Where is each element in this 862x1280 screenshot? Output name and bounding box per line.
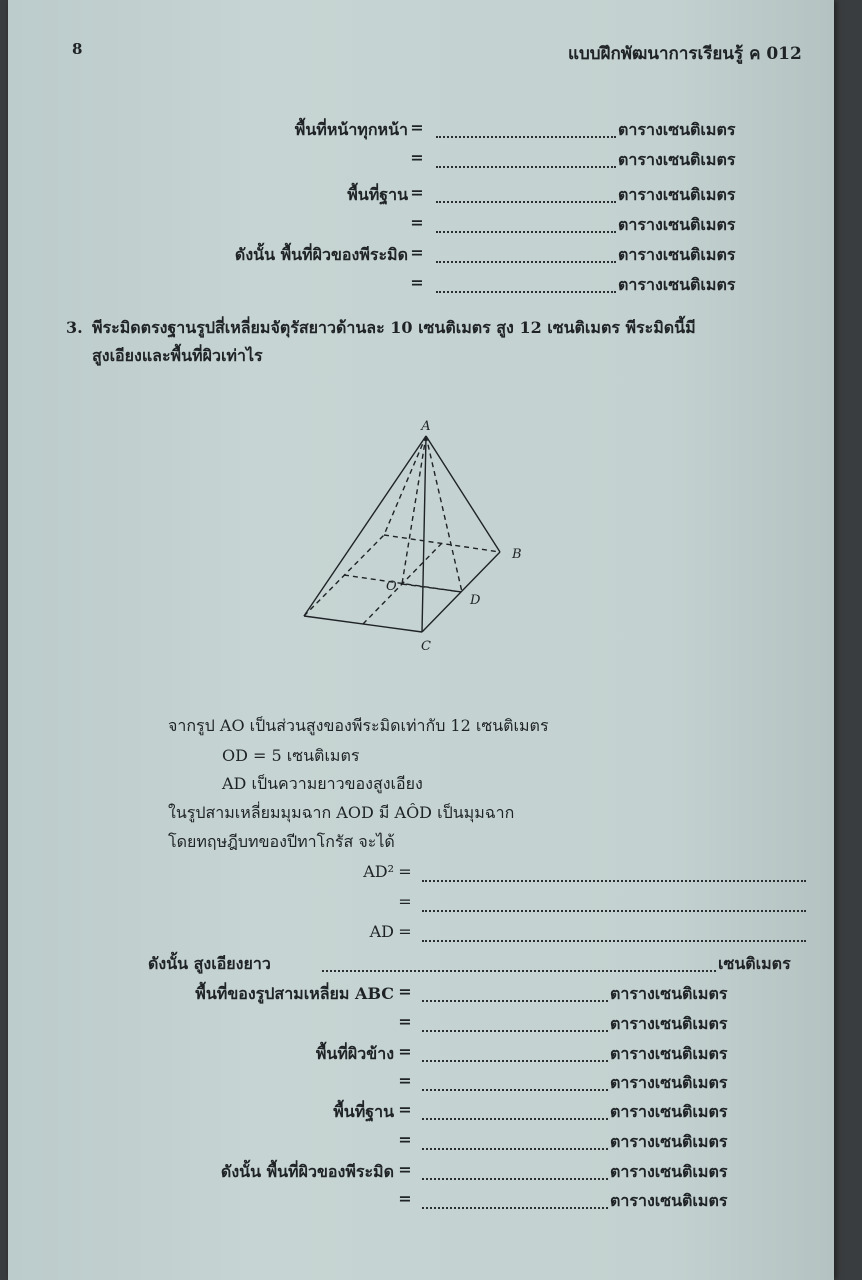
- page-number: 8: [72, 40, 83, 58]
- explanation-line4: ในรูปสามเหลี่ยมมุมฉาก AOD มี AÔD เป็นมุมฉาก: [168, 803, 515, 822]
- answer-row: [8, 273, 834, 299]
- unit-label: ตารางเซนติเมตร: [618, 275, 736, 294]
- row-label: พื้นที่ฐาน: [347, 185, 408, 204]
- answer-blank[interactable]: [422, 1030, 608, 1032]
- row-label: ดังนั้น พื้นที่ผิวของพีระมิด: [234, 245, 408, 264]
- vertex-label-C: C: [421, 639, 431, 654]
- unit-label: เซนติเมตร: [718, 954, 791, 973]
- equals-sign: =: [410, 273, 424, 292]
- unit-label: ตารางเซนติเมตร: [618, 185, 736, 204]
- row-label: พื้นที่ผิวข้าง: [315, 1044, 394, 1063]
- answer-blank[interactable]: [436, 231, 616, 233]
- answer-blank[interactable]: [422, 1089, 608, 1091]
- point-label-D: D: [470, 593, 481, 608]
- unit-label: ตารางเซนติเมตร: [610, 984, 728, 1003]
- unit-label: ตารางเซนติเมตร: [618, 120, 736, 139]
- equals-sign: =: [398, 922, 412, 941]
- unit-label: ตารางเซนติเมตร: [610, 1191, 728, 1210]
- row-label: พื้นที่หน้าทุกหน้า: [294, 120, 408, 139]
- unit-label: ตารางเซนติเมตร: [618, 215, 736, 234]
- lateral-edge-left: [304, 436, 426, 616]
- row-label: พื้นที่ฐาน: [333, 1102, 394, 1121]
- pyramid-figure: [288, 410, 548, 660]
- answer-blank[interactable]: [422, 910, 806, 912]
- equals-sign: =: [398, 1130, 412, 1149]
- point-label-O: O: [386, 579, 397, 594]
- answer-blank[interactable]: [422, 1060, 608, 1062]
- equals-sign: =: [398, 892, 412, 911]
- unit-label: ตารางเซนติเมตร: [618, 150, 736, 169]
- answer-row: [8, 243, 834, 269]
- book-title: แบบฝึกพัฒนาการเรียนรู้ ค 012: [568, 44, 802, 64]
- answer-row: [8, 1100, 834, 1126]
- row-label: ดังนั้น สูงเอียงยาว: [148, 954, 271, 973]
- answer-blank[interactable]: [436, 166, 616, 168]
- answer-row: [8, 1130, 834, 1156]
- equals-sign: =: [398, 982, 412, 1001]
- equals-sign: =: [410, 183, 424, 202]
- explanation-line3: AD เป็นความยาวของสูงเอียง: [222, 774, 423, 793]
- answer-row: [8, 1071, 834, 1097]
- answer-blank[interactable]: [422, 940, 806, 942]
- answer-blank[interactable]: [422, 1000, 608, 1002]
- row-label: พื้นที่ของรูปสามเหลี่ยม ABC: [195, 984, 394, 1003]
- equals-sign: =: [398, 1160, 412, 1179]
- slant-height-AD: [426, 436, 462, 592]
- equals-sign: =: [398, 1100, 412, 1119]
- unit-label: ตารางเซนติเมตร: [610, 1073, 728, 1092]
- equals-sign: =: [410, 118, 424, 137]
- unit-label: ตารางเซนติเมตร: [610, 1102, 728, 1121]
- answer-blank[interactable]: [436, 201, 616, 203]
- question-text-line2: สูงเอียงและพื้นที่ผิวเท่าไร: [92, 346, 263, 365]
- vertex-label-A: A: [421, 419, 431, 434]
- answer-row: [8, 118, 834, 144]
- lateral-edge-back-hidden: [384, 436, 426, 535]
- question-number: 3.: [66, 318, 83, 337]
- answer-row: [8, 148, 834, 174]
- worksheet-page: [8, 0, 834, 1280]
- pythagoras-row: [8, 862, 834, 888]
- equals-sign: =: [398, 1189, 412, 1208]
- equals-sign: =: [410, 148, 424, 167]
- answer-row: [8, 1012, 834, 1038]
- answer-blank[interactable]: [436, 261, 616, 263]
- lateral-edge-right: [426, 436, 500, 552]
- answer-blank[interactable]: [422, 1118, 608, 1120]
- equals-sign: =: [398, 1071, 412, 1090]
- unit-label: ตารางเซนติเมตร: [610, 1014, 728, 1033]
- explanation-line1: จากรูป AO เป็นส่วนสูงของพีระมิดเท่ากับ 12 เซนติเมตร: [168, 716, 549, 735]
- height-AO: [402, 436, 426, 584]
- base-midline-2: [363, 543, 442, 624]
- unit-label: ตารางเซนติเมตร: [610, 1162, 728, 1181]
- answer-blank[interactable]: [422, 1207, 608, 1209]
- unit-label: ตารางเซนติเมตร: [618, 245, 736, 264]
- row-label: ดังนั้น พื้นที่ผิวของพีระมิด: [220, 1162, 394, 1181]
- row-label: AD²: [363, 862, 394, 881]
- answer-blank[interactable]: [422, 880, 806, 882]
- answer-blank[interactable]: [422, 1148, 608, 1150]
- answer-blank[interactable]: [422, 1178, 608, 1180]
- unit-label: ตารางเซนติเมตร: [610, 1044, 728, 1063]
- equals-sign: =: [410, 243, 424, 262]
- equals-sign: =: [398, 1012, 412, 1031]
- answer-row: [8, 1160, 834, 1186]
- explanation-line5: โดยทฤษฎีบทของปีทาโกรัส จะได้: [168, 832, 395, 851]
- explanation-line2: OD = 5 เซนติเมตร: [222, 746, 360, 765]
- pythagoras-row: [8, 892, 834, 918]
- answer-blank[interactable]: [436, 291, 616, 293]
- answer-row: [8, 1042, 834, 1068]
- unit-label: ตารางเซนติเมตร: [610, 1132, 728, 1151]
- answer-row: [8, 213, 834, 239]
- answer-blank[interactable]: [436, 136, 616, 138]
- vertex-label-B: B: [512, 547, 522, 562]
- equals-sign: =: [410, 213, 424, 232]
- answer-blank[interactable]: [322, 970, 716, 972]
- row-label: AD: [369, 922, 394, 941]
- slant-height-row: [8, 952, 834, 978]
- answer-row: [8, 183, 834, 209]
- question-text-line1: พีระมิดตรงฐานรูปสี่เหลี่ยมจัตุรัสยาวด้านละ 10 เซนติเมตร สูง 12 เซนติเมตร พีระมิดนี้มี: [92, 318, 696, 337]
- equals-sign: =: [398, 862, 412, 881]
- equals-sign: =: [398, 1042, 412, 1061]
- answer-row: [8, 982, 834, 1008]
- answer-row: [8, 1189, 834, 1215]
- lateral-edge-front: [422, 436, 426, 632]
- pythagoras-row: [8, 922, 834, 948]
